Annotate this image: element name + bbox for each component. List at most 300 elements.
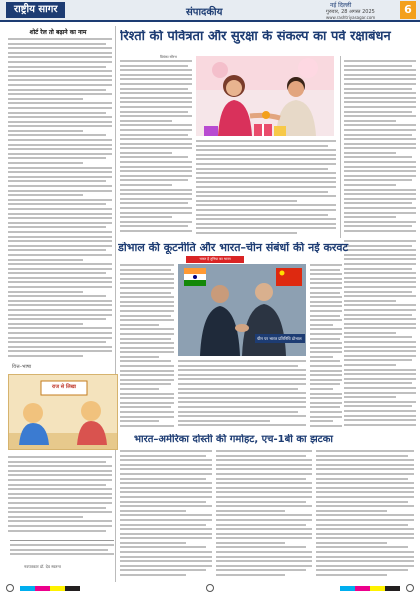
- text-line: [8, 327, 112, 329]
- text-line: [316, 478, 408, 480]
- text-line: [344, 355, 416, 357]
- text-line: [8, 300, 112, 302]
- text-line: [178, 401, 306, 403]
- text-line: [344, 60, 416, 62]
- text-line: [178, 392, 306, 394]
- text-line: [178, 383, 306, 385]
- text-line: [120, 478, 206, 480]
- text-line: [120, 560, 212, 562]
- text-line: [310, 273, 342, 275]
- text-line: [178, 420, 270, 422]
- text-line: [10, 549, 108, 551]
- text-line: [316, 473, 414, 475]
- text-line: [8, 346, 112, 348]
- text-line: [120, 388, 159, 390]
- text-line: [344, 346, 416, 348]
- text-line: [196, 214, 328, 216]
- text-line: [120, 464, 212, 466]
- text-line: [310, 292, 340, 294]
- text-line: [344, 350, 416, 352]
- text-line: [196, 204, 336, 206]
- text-line: [120, 175, 192, 177]
- text-line: [310, 269, 340, 271]
- text-line: [216, 514, 312, 516]
- text-line: [120, 92, 192, 94]
- text-line: [8, 277, 112, 279]
- text-line: [344, 69, 416, 71]
- text-line: [120, 156, 188, 158]
- text-line: [344, 129, 416, 131]
- text-line: [120, 370, 174, 372]
- text-line: [8, 259, 83, 261]
- text-line: [8, 263, 112, 265]
- text-line: [8, 194, 83, 196]
- text-line: [8, 176, 112, 178]
- text-line: [344, 396, 396, 398]
- text-line: [8, 70, 112, 72]
- text-line: [344, 359, 412, 361]
- text-line: [344, 327, 416, 329]
- text-line: [316, 505, 414, 507]
- text-line: [120, 124, 192, 126]
- text-line: [120, 296, 174, 298]
- text-line: [8, 465, 112, 467]
- text-line: [8, 116, 112, 118]
- text-line: [8, 456, 112, 458]
- bottom-article-body: [316, 450, 414, 580]
- text-line: [120, 179, 188, 181]
- text-line: [8, 245, 112, 247]
- text-line: [344, 369, 416, 371]
- text-line: [120, 273, 174, 275]
- text-line: [316, 533, 414, 535]
- text-line: [120, 216, 172, 218]
- text-line: [8, 470, 112, 472]
- text-line: [8, 304, 112, 306]
- text-line: [178, 360, 306, 362]
- text-line: [120, 374, 174, 376]
- text-line: [8, 217, 112, 219]
- text-line: [120, 505, 212, 507]
- main-article-byline: प्रियंका सौरभ: [160, 55, 177, 59]
- text-line: [120, 569, 206, 571]
- text-line: [310, 328, 342, 330]
- text-line: [344, 88, 412, 90]
- main-article-body: [196, 140, 336, 238]
- text-line: [120, 161, 192, 163]
- text-line: [316, 496, 414, 498]
- text-line: [8, 75, 112, 77]
- text-line: [120, 193, 192, 195]
- text-line: [120, 88, 188, 90]
- text-line: [8, 66, 106, 68]
- text-line: [316, 514, 414, 516]
- text-line: [316, 501, 408, 503]
- text-line: [310, 425, 342, 427]
- text-line: [344, 106, 416, 108]
- text-line: [8, 268, 112, 270]
- text-line: [8, 355, 83, 357]
- text-line: [316, 556, 414, 558]
- text-line: [8, 185, 112, 187]
- text-line: [8, 190, 112, 192]
- text-line: [216, 473, 312, 475]
- text-line: [8, 102, 112, 104]
- text-line: [310, 264, 342, 266]
- text-line: [344, 378, 416, 380]
- text-line: [316, 551, 414, 553]
- text-line: [344, 272, 416, 274]
- text-line: [120, 468, 212, 470]
- text-line: [344, 387, 416, 389]
- cartoon-text: [8, 456, 112, 536]
- text-line: [8, 199, 112, 201]
- text-line: [8, 139, 112, 141]
- text-line: [8, 180, 106, 182]
- text-line: [120, 537, 212, 539]
- text-line: [196, 163, 336, 165]
- text-line: [196, 140, 336, 142]
- text-line: [8, 520, 112, 522]
- text-line: [196, 158, 336, 160]
- text-line: [120, 278, 174, 280]
- text-line: [310, 383, 340, 385]
- text-line: [196, 227, 336, 229]
- text-line: [8, 208, 112, 210]
- text-line: [344, 336, 412, 338]
- text-line: [196, 186, 336, 188]
- text-line: [310, 356, 333, 358]
- text-line: [8, 226, 106, 228]
- registration-mark: [406, 584, 414, 592]
- text-line: [120, 533, 212, 535]
- text-line: [310, 416, 342, 418]
- text-line: [120, 402, 174, 404]
- text-line: [10, 553, 114, 555]
- text-line: [120, 65, 188, 67]
- text-line: [196, 218, 336, 220]
- text-line: [344, 175, 416, 177]
- text-line: [120, 406, 171, 408]
- text-line: [216, 478, 306, 480]
- photo-caption: चीन पर भारत प्रतिनिधि डोभाल: [255, 334, 305, 343]
- text-line: [120, 546, 206, 548]
- text-line: [8, 493, 112, 495]
- text-line: [120, 450, 212, 452]
- text-line: [310, 402, 342, 404]
- text-line: [8, 112, 106, 114]
- text-line: [344, 170, 416, 172]
- text-line: [120, 365, 174, 367]
- text-line: [120, 264, 174, 266]
- text-line: [216, 491, 312, 493]
- text-line: [310, 347, 342, 349]
- text-line: [120, 542, 186, 544]
- text-line: [120, 301, 174, 303]
- text-line: [8, 56, 112, 58]
- text-line: [178, 411, 298, 413]
- text-line: [120, 333, 174, 335]
- text-line: [310, 360, 340, 362]
- text-line: [120, 83, 192, 85]
- text-line: [196, 172, 336, 174]
- text-line: [316, 468, 414, 470]
- text-line: [216, 574, 285, 576]
- text-line: [216, 537, 312, 539]
- text-line: [120, 360, 171, 362]
- text-line: [120, 338, 171, 340]
- text-line: [216, 464, 312, 466]
- text-line: [120, 189, 192, 191]
- text-line: [316, 524, 408, 526]
- text-line: [120, 152, 172, 154]
- text-line: [344, 120, 396, 122]
- text-line: [310, 310, 342, 312]
- text-line: [216, 487, 312, 489]
- text-line: [120, 501, 206, 503]
- text-line: [316, 510, 387, 512]
- text-line: [310, 282, 342, 284]
- text-line: [120, 230, 192, 232]
- text-line: [310, 393, 342, 395]
- text-line: [120, 147, 192, 149]
- text-line: [120, 473, 212, 475]
- text-line: [120, 351, 174, 353]
- text-line: [344, 424, 416, 426]
- text-line: [8, 254, 112, 256]
- text-line: [344, 323, 416, 325]
- edition-city: नई दिल्ली: [330, 2, 352, 9]
- text-line: [178, 388, 298, 390]
- text-line: [120, 69, 192, 71]
- text-line: [178, 365, 298, 367]
- column-divider: [340, 56, 341, 238]
- text-line: [10, 544, 114, 546]
- text-line: [316, 519, 414, 521]
- text-line: [344, 286, 416, 288]
- text-line: [120, 551, 212, 553]
- registration-mark: [206, 584, 214, 592]
- text-line: [178, 415, 306, 417]
- text-line: [8, 530, 106, 532]
- text-line: [216, 501, 306, 503]
- text-line: [310, 406, 340, 408]
- text-line: [216, 519, 312, 521]
- text-line: [120, 115, 192, 117]
- text-line: [310, 397, 342, 399]
- text-line: [196, 168, 328, 170]
- text-line: [120, 514, 212, 516]
- text-line: [8, 295, 106, 297]
- main-article-body: [120, 60, 192, 238]
- text-line: [120, 310, 174, 312]
- text-line: [8, 249, 106, 251]
- text-line: [8, 38, 112, 40]
- text-line: [8, 291, 83, 293]
- text-line: [8, 507, 106, 509]
- text-line: [8, 350, 112, 352]
- text-line: [8, 121, 112, 123]
- text-line: [8, 52, 112, 54]
- text-line: [120, 101, 192, 103]
- text-line: [344, 207, 416, 209]
- column-divider: [115, 26, 116, 582]
- text-line: [120, 347, 174, 349]
- text-line: [120, 166, 192, 168]
- text-line: [344, 258, 416, 260]
- text-line: [178, 406, 306, 408]
- text-line: [120, 111, 188, 113]
- text-line: [316, 487, 414, 489]
- text-line: [120, 129, 192, 131]
- text-line: [8, 213, 112, 215]
- text-line: [344, 189, 416, 191]
- text-line: [120, 74, 192, 76]
- text-line: [8, 79, 112, 81]
- text-line: [8, 162, 83, 164]
- text-line: [120, 496, 212, 498]
- text-line: [120, 282, 174, 284]
- main-article-body: [344, 60, 416, 238]
- text-line: [8, 171, 112, 173]
- text-line: [316, 542, 387, 544]
- text-line: [8, 314, 112, 316]
- text-line: [216, 455, 306, 457]
- text-line: [310, 351, 342, 353]
- text-line: [120, 202, 188, 204]
- text-line: [344, 184, 396, 186]
- text-line: [196, 191, 328, 193]
- text-line: [216, 551, 312, 553]
- text-line: [344, 97, 416, 99]
- text-line: [196, 149, 336, 151]
- text-line: [344, 295, 416, 297]
- left-article-headline: शोर्ट रेल तो बढ़ाने का नाम: [29, 29, 87, 36]
- mid-article-body: [178, 360, 306, 430]
- text-line: [344, 392, 416, 394]
- text-line: [8, 84, 112, 86]
- text-line: [344, 216, 396, 218]
- text-line: [120, 319, 174, 321]
- text-line: [316, 574, 387, 576]
- text-line: [216, 533, 312, 535]
- right-column-text: [344, 240, 416, 430]
- text-line: [8, 130, 83, 132]
- text-line: [216, 528, 312, 530]
- text-line: [120, 170, 192, 172]
- text-line: [120, 528, 212, 530]
- text-line: [120, 416, 174, 418]
- text-line: [316, 455, 408, 457]
- text-line: [344, 263, 416, 265]
- text-line: [216, 450, 312, 452]
- text-line: [8, 525, 112, 527]
- text-line: [344, 78, 416, 80]
- bottom-article-headline: भारत–अमेरिका दोस्ती की गर्माहट, एच-1बी का झटका: [134, 434, 333, 445]
- text-line: [120, 411, 174, 413]
- text-line: [316, 560, 414, 562]
- edition-date: गुरुवार, 28 अगस्त 2025: [326, 9, 375, 15]
- text-line: [344, 74, 416, 76]
- text-line: [216, 524, 306, 526]
- text-line: [120, 315, 171, 317]
- text-line: [8, 240, 112, 242]
- editorial-cartoon: [8, 374, 118, 450]
- text-line: [216, 542, 285, 544]
- text-line: [120, 120, 172, 122]
- text-line: [344, 212, 416, 214]
- bottom-article-body: [120, 450, 212, 580]
- text-line: [310, 374, 342, 376]
- text-line: [8, 134, 106, 136]
- text-line: [344, 410, 416, 412]
- text-line: [120, 459, 212, 461]
- text-line: [120, 574, 186, 576]
- text-line: [120, 269, 171, 271]
- text-line: [316, 491, 414, 493]
- color-bar: [340, 586, 400, 591]
- text-line: [316, 569, 408, 571]
- text-line: [310, 278, 342, 280]
- text-line: [310, 296, 342, 298]
- text-line: [344, 101, 416, 103]
- text-line: [316, 464, 414, 466]
- text-line: [310, 287, 342, 289]
- text-line: [310, 319, 342, 321]
- text-line: [196, 145, 328, 147]
- text-line: [344, 332, 396, 334]
- text-line: [8, 89, 106, 91]
- text-line: [120, 328, 174, 330]
- text-line: [310, 370, 342, 372]
- text-line: [120, 207, 192, 209]
- text-line: [120, 212, 192, 214]
- text-line: [196, 223, 336, 225]
- text-line: [344, 134, 412, 136]
- text-line: [344, 138, 416, 140]
- text-line: [344, 373, 416, 375]
- text-line: [8, 318, 106, 320]
- text-line: [120, 184, 172, 186]
- text-line: [344, 147, 416, 149]
- text-line: [120, 379, 174, 381]
- text-line: [120, 287, 174, 289]
- text-line: [310, 365, 342, 367]
- text-line: [344, 179, 412, 181]
- text-line: [344, 143, 416, 145]
- text-line: [8, 47, 112, 49]
- text-line: [120, 487, 212, 489]
- text-line: [8, 488, 112, 490]
- text-line: [344, 83, 416, 85]
- text-line: [216, 565, 312, 567]
- text-line: [310, 324, 333, 326]
- text-line: [344, 341, 416, 343]
- text-line: [216, 546, 306, 548]
- text-line: [344, 291, 412, 293]
- brand-logo: राष्ट्रीय सागर: [6, 2, 65, 18]
- text-line: [8, 93, 112, 95]
- text-line: [120, 305, 174, 307]
- text-line: [344, 364, 396, 366]
- text-line: [216, 482, 312, 484]
- left-article-body: [8, 38, 112, 360]
- text-line: [216, 560, 312, 562]
- text-line: [8, 236, 112, 238]
- text-line: [316, 528, 414, 530]
- text-line: [120, 455, 206, 457]
- text-line: [178, 424, 306, 426]
